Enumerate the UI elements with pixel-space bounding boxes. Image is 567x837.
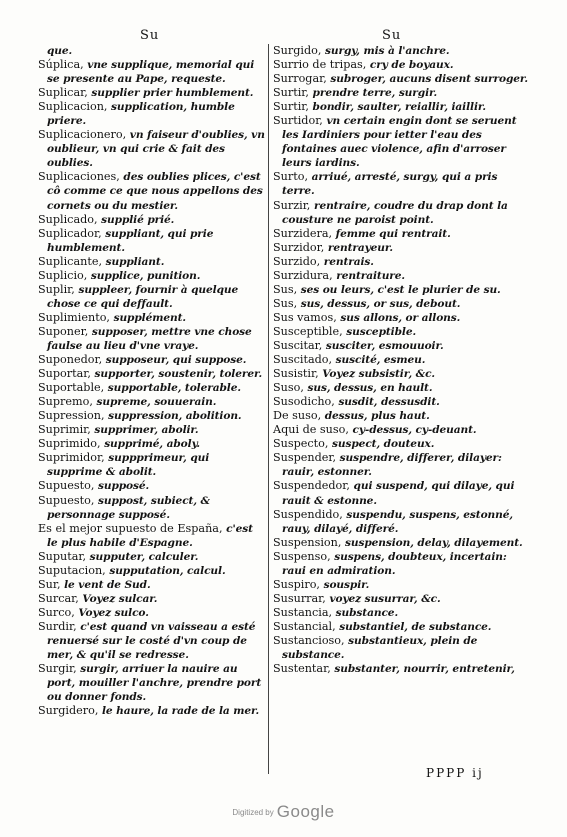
entry-headword: Sustancioso, <box>273 633 345 647</box>
dictionary-entry <box>273 395 528 409</box>
entry-headword: Sus, <box>273 282 298 296</box>
entry-headword: Suspenso, <box>273 549 331 563</box>
entry-headword: Supression, <box>38 409 105 423</box>
entry-definition: suppliant, qui prie humblement. <box>47 227 214 254</box>
entry-definition: vne supplique, memorial qui se presente au Pape, requeste. <box>47 59 255 86</box>
dictionary-entry <box>38 437 266 451</box>
entry-headword: Surzidor, <box>273 240 325 254</box>
entry-headword: Sus vamos, <box>273 310 337 324</box>
dictionary-entry <box>273 662 528 676</box>
entry-definition: substantieux, plein de substance. <box>282 634 478 662</box>
dictionary-entry <box>38 423 266 437</box>
entry-headword: Suscitado, <box>273 353 333 367</box>
dictionary-entry <box>38 409 266 423</box>
dictionary-entry <box>38 606 266 620</box>
dictionary-entry <box>38 522 266 550</box>
left-column <box>38 44 266 718</box>
entry-headword: Sustancia, <box>273 605 333 619</box>
dictionary-entry <box>38 451 266 479</box>
entry-definition: Voyez sulcar. <box>78 592 158 605</box>
entry-definition: suspendu, suspens, estonné, rauy, dilayé, differé. <box>282 508 513 535</box>
entry-definition: supplice, punition. <box>87 269 201 282</box>
dictionary-entry <box>273 353 528 367</box>
dictionary-entry <box>38 227 266 255</box>
entry-headword: Suplicio, <box>38 268 88 282</box>
entry-definition: qui suspend, qui dilaye, qui rauit & estonne. <box>282 480 515 507</box>
dictionary-entry <box>273 170 528 198</box>
entry-definition: substantiel, de substance. <box>335 620 492 633</box>
entry-definition: le haure, la rade de la mer. <box>98 705 260 718</box>
entry-definition: cy-dessus, cy-deuant. <box>348 424 477 437</box>
entry-headword: Surtidor, <box>273 114 323 128</box>
entry-definition: Voyez sulco. <box>74 606 149 619</box>
entry-headword: Supuesto, <box>38 493 95 507</box>
dictionary-entry <box>273 437 528 451</box>
dictionary-entry <box>273 283 528 297</box>
dictionary-entry <box>273 114 528 170</box>
entry-definition: femme qui rentrait. <box>332 227 451 240</box>
entry-headword: Suspecto, <box>273 437 329 451</box>
dictionary-entry <box>38 128 266 170</box>
entry-definition: vn faiseur d'oublies, vn oublieur, vn qui crie & fait des oublies. <box>47 129 265 170</box>
entry-definition: supplier prier humblement. <box>87 87 254 100</box>
dictionary-entry <box>273 255 528 269</box>
digitization-watermark <box>0 802 567 822</box>
dictionary-entry <box>38 269 266 283</box>
entry-headword: Suplicar, <box>38 86 88 100</box>
dictionary-entry <box>273 578 528 592</box>
entry-definition: rentraiture. <box>332 269 406 282</box>
entry-headword: Sur, <box>38 577 61 591</box>
entry-headword: Aqui de suso, <box>273 423 349 437</box>
dictionary-entry <box>38 395 266 409</box>
dictionary-entry <box>273 241 528 255</box>
entry-headword: Surgir, <box>38 662 77 676</box>
dictionary-entry <box>38 283 266 311</box>
entry-definition: c'est le plus habile d'Espagne. <box>47 522 253 549</box>
entry-headword: Surzidura, <box>273 268 333 282</box>
entry-definition: suscité, esmeu. <box>332 354 426 367</box>
entry-headword: Suportable, <box>38 381 105 395</box>
entry-definition: subroger, aucuns disent surroger. <box>326 73 528 86</box>
entry-definition: supprimer, abolir. <box>90 424 199 437</box>
entry-definition: surgy, mis à l'anchre. <box>321 45 450 57</box>
entry-definition: supreme, souuerain. <box>92 396 217 409</box>
entry-headword: Suplicacion, <box>38 100 108 114</box>
dictionary-entry <box>38 381 266 395</box>
entry-headword: Sustentar, <box>273 662 331 676</box>
column-divider <box>268 44 269 774</box>
dictionary-entry <box>38 479 266 493</box>
entry-headword: Suplicacionero, <box>38 128 127 142</box>
dictionary-entry <box>38 311 266 325</box>
entry-headword: Súplica, <box>38 58 84 72</box>
entry-headword: Susodicho, <box>273 395 335 409</box>
entry-definition: que. <box>47 45 73 57</box>
dictionary-entry <box>273 606 528 620</box>
entry-headword: Suplir, <box>38 282 75 296</box>
entry-headword: Suplicante, <box>38 254 103 268</box>
entry-definition: susceptible. <box>342 325 417 338</box>
entry-headword: Surrio de tripas, <box>273 58 367 72</box>
entry-definition: suspendre, differer, dilayer: rauir, estonner. <box>282 452 502 479</box>
entry-definition: sus, dessus, or sus, debout. <box>297 297 461 310</box>
dictionary-entry <box>38 44 266 58</box>
dictionary-entry <box>273 58 528 72</box>
dictionary-entry <box>273 339 528 353</box>
entry-definition: supportable, tolerable. <box>104 382 241 395</box>
dictionary-entry <box>273 479 528 507</box>
entry-headword: Surdir, <box>38 619 77 633</box>
entry-headword: Suspension, <box>273 535 342 549</box>
entry-definition: supplié prié. <box>97 213 175 226</box>
entry-definition: suppost, subiect, & personnage supposé. <box>47 494 210 521</box>
entry-headword: Suspendedor, <box>273 479 350 493</box>
entry-definition: sus, dessus, en hault. <box>303 382 433 395</box>
entry-definition: supplément. <box>110 311 186 324</box>
dictionary-entry <box>273 269 528 283</box>
entry-definition: prendre terre, surgir. <box>308 87 438 100</box>
entry-headword: Surto, <box>273 170 309 184</box>
entry-definition: c'est quand vn vaisseau a esté renuersé sur le costé d'vn coup de mer, & qu'il se redresse. <box>47 620 256 662</box>
dictionary-entry <box>38 550 266 564</box>
entry-definition: suppliant. <box>102 255 165 268</box>
entry-headword: Supuesto, <box>38 479 95 493</box>
entry-definition: supplication, humble priere. <box>47 101 235 128</box>
entry-definition: substanter, nourrir, entretenir, <box>330 663 515 676</box>
entry-headword: Suso, <box>273 381 304 395</box>
dictionary-entry <box>273 86 528 100</box>
dictionary-entry <box>273 592 528 606</box>
dictionary-entry <box>38 704 266 718</box>
entry-headword: Surzir, <box>273 198 311 212</box>
entry-definition: rentrayeur. <box>324 241 394 254</box>
entry-headword: Susceptible, <box>273 324 343 338</box>
dictionary-entry <box>273 409 528 423</box>
entry-headword: Surtir, <box>273 86 309 100</box>
entry-headword: Suprimido, <box>38 437 101 451</box>
dictionary-entry <box>273 227 528 241</box>
entry-headword: Suspiro, <box>273 577 320 591</box>
entry-headword: Suscitar, <box>273 338 323 352</box>
dictionary-entry <box>38 58 266 86</box>
dictionary-entry <box>38 170 266 212</box>
dictionary-entry <box>273 634 528 662</box>
entry-definition: suspect, douteux. <box>328 438 435 451</box>
entry-headword: Supremo, <box>38 395 93 409</box>
dictionary-entry <box>273 550 528 578</box>
entry-definition: supporter, soustenir, tolerer. <box>90 368 263 381</box>
entry-definition: supposeur, qui suppose. <box>102 354 247 367</box>
entry-definition: suppleer, fournir à quelque chose ce qui deffault. <box>47 283 239 310</box>
dictionary-entry <box>273 100 528 114</box>
entry-definition: sus allons, or allons. <box>336 311 461 324</box>
entry-definition: suppprimeur, qui supprime & abolit. <box>47 452 210 479</box>
entry-headword: Suspender, <box>273 451 337 465</box>
entry-headword: Surgido, <box>273 44 322 57</box>
entry-definition: vn certain engin dont se seruent les Iardiniers pour ietter l'eau des fontaines auec violence, afin d'arroser leurs iardins. <box>282 115 517 170</box>
entry-definition: cry de boyaux. <box>366 59 454 72</box>
entry-headword: Surco, <box>38 605 75 619</box>
entry-definition: ses ou leurs, c'est le plurier de su. <box>297 283 501 296</box>
entry-definition: susciter, esmouuoir. <box>322 339 444 352</box>
dictionary-entry <box>38 325 266 353</box>
entry-definition: suppression, abolition. <box>104 410 242 423</box>
dictionary-entry <box>273 297 528 311</box>
entry-headword: Surzidera, <box>273 226 333 240</box>
dictionary-entry <box>38 213 266 227</box>
left-running-head: Su <box>140 28 160 43</box>
entry-definition: bondir, saulter, reiallir, iaillir. <box>308 101 486 114</box>
dictionary-entry <box>273 311 528 325</box>
dictionary-entry <box>38 592 266 606</box>
dictionary-entry <box>38 578 266 592</box>
entry-definition: suspens, doubteux, incertain: raui en admiration. <box>282 550 507 577</box>
entry-definition: souspir. <box>320 578 370 591</box>
entry-headword: Suponedor, <box>38 353 103 367</box>
entry-headword: Es el mejor supuesto de España, <box>38 521 223 535</box>
right-column <box>273 44 528 676</box>
entry-headword: Suputacion, <box>38 563 106 577</box>
entry-definition: supputation, calcul. <box>105 564 226 577</box>
watermark-prefix: Digitized by <box>232 807 274 817</box>
dictionary-entry <box>273 381 528 395</box>
dictionary-entry <box>38 86 266 100</box>
dictionary-entry <box>38 494 266 522</box>
watermark-logo: Google <box>276 802 335 821</box>
entry-headword: Surrogar, <box>273 72 327 86</box>
entry-definition: le vent de Sud. <box>60 578 151 591</box>
entry-definition: arriué, arresté, surgy, qui a pris terre. <box>282 171 498 198</box>
dictionary-entry <box>38 564 266 578</box>
dictionary-entry <box>38 100 266 128</box>
entry-definition: surgir, arriuer la nauire au port, mouiller l'anchre, prendre port ou donner fonds. <box>47 663 262 704</box>
entry-headword: Surcar, <box>38 591 79 605</box>
dictionary-entry <box>273 423 528 437</box>
entry-definition: supputer, calculer. <box>86 550 199 563</box>
signature-mark: PPPP ij <box>426 766 484 780</box>
entry-headword: Suplicaciones, <box>38 170 120 184</box>
dictionary-entry <box>273 367 528 381</box>
entry-definition: supprimé, aboly. <box>100 438 200 451</box>
dictionary-entry <box>38 255 266 269</box>
dictionary-entry <box>38 662 266 704</box>
entry-headword: Suprimir, <box>38 423 91 437</box>
entry-definition: susdit, dessusdit. <box>334 396 440 409</box>
dictionary-entry <box>273 508 528 536</box>
dictionary-entry <box>273 451 528 479</box>
entry-headword: Suprimidor, <box>38 451 105 465</box>
dictionary-entry <box>273 620 528 634</box>
entry-headword: Susistir, <box>273 367 319 381</box>
dictionary-entry <box>273 536 528 550</box>
entry-definition: Voyez subsistir, &c. <box>318 368 436 381</box>
entry-headword: Sus, <box>273 296 298 310</box>
entry-headword: Suplicado, <box>38 212 98 226</box>
dictionary-entry <box>273 199 528 227</box>
entry-headword: Surtir, <box>273 100 309 114</box>
entry-headword: De suso, <box>273 409 322 423</box>
dictionary-entry <box>38 620 266 662</box>
right-running-head: Su <box>382 28 402 43</box>
dictionary-entry <box>273 44 528 58</box>
entry-definition: rentrais. <box>320 255 374 268</box>
entry-definition: supposer, mettre vne chose faulse au lieu d'vne vraye. <box>47 325 252 352</box>
entry-headword: Suputar, <box>38 549 87 563</box>
entry-definition: suspension, delay, dilayement. <box>341 536 523 549</box>
entry-headword: Susurrar, <box>273 591 326 605</box>
dictionary-entry <box>273 325 528 339</box>
entry-headword: Surzido, <box>273 254 321 268</box>
dictionary-entry <box>38 367 266 381</box>
entry-headword: Suplicador, <box>38 226 102 240</box>
entry-definition: des oublies plices, c'est cô comme ce que nous appellons des cornets ou du mestier. <box>47 171 263 212</box>
entry-headword: Suponer, <box>38 324 89 338</box>
entry-definition: supposé. <box>94 480 150 493</box>
entry-definition: substance. <box>332 606 399 619</box>
entry-definition: dessus, plus haut. <box>321 410 430 423</box>
entry-headword: Suportar, <box>38 367 91 381</box>
entry-headword: Suspendido, <box>273 507 343 521</box>
entry-headword: Sustancial, <box>273 619 336 633</box>
dictionary-entry <box>273 72 528 86</box>
entry-headword: Suplimiento, <box>38 310 110 324</box>
dictionary-entry <box>38 353 266 367</box>
entry-headword: Surgidero, <box>38 704 99 718</box>
entry-definition: rentraire, coudre du drap dont la cousture ne paroist point. <box>282 199 508 226</box>
entry-definition: voyez susurrar, &c. <box>325 592 441 605</box>
